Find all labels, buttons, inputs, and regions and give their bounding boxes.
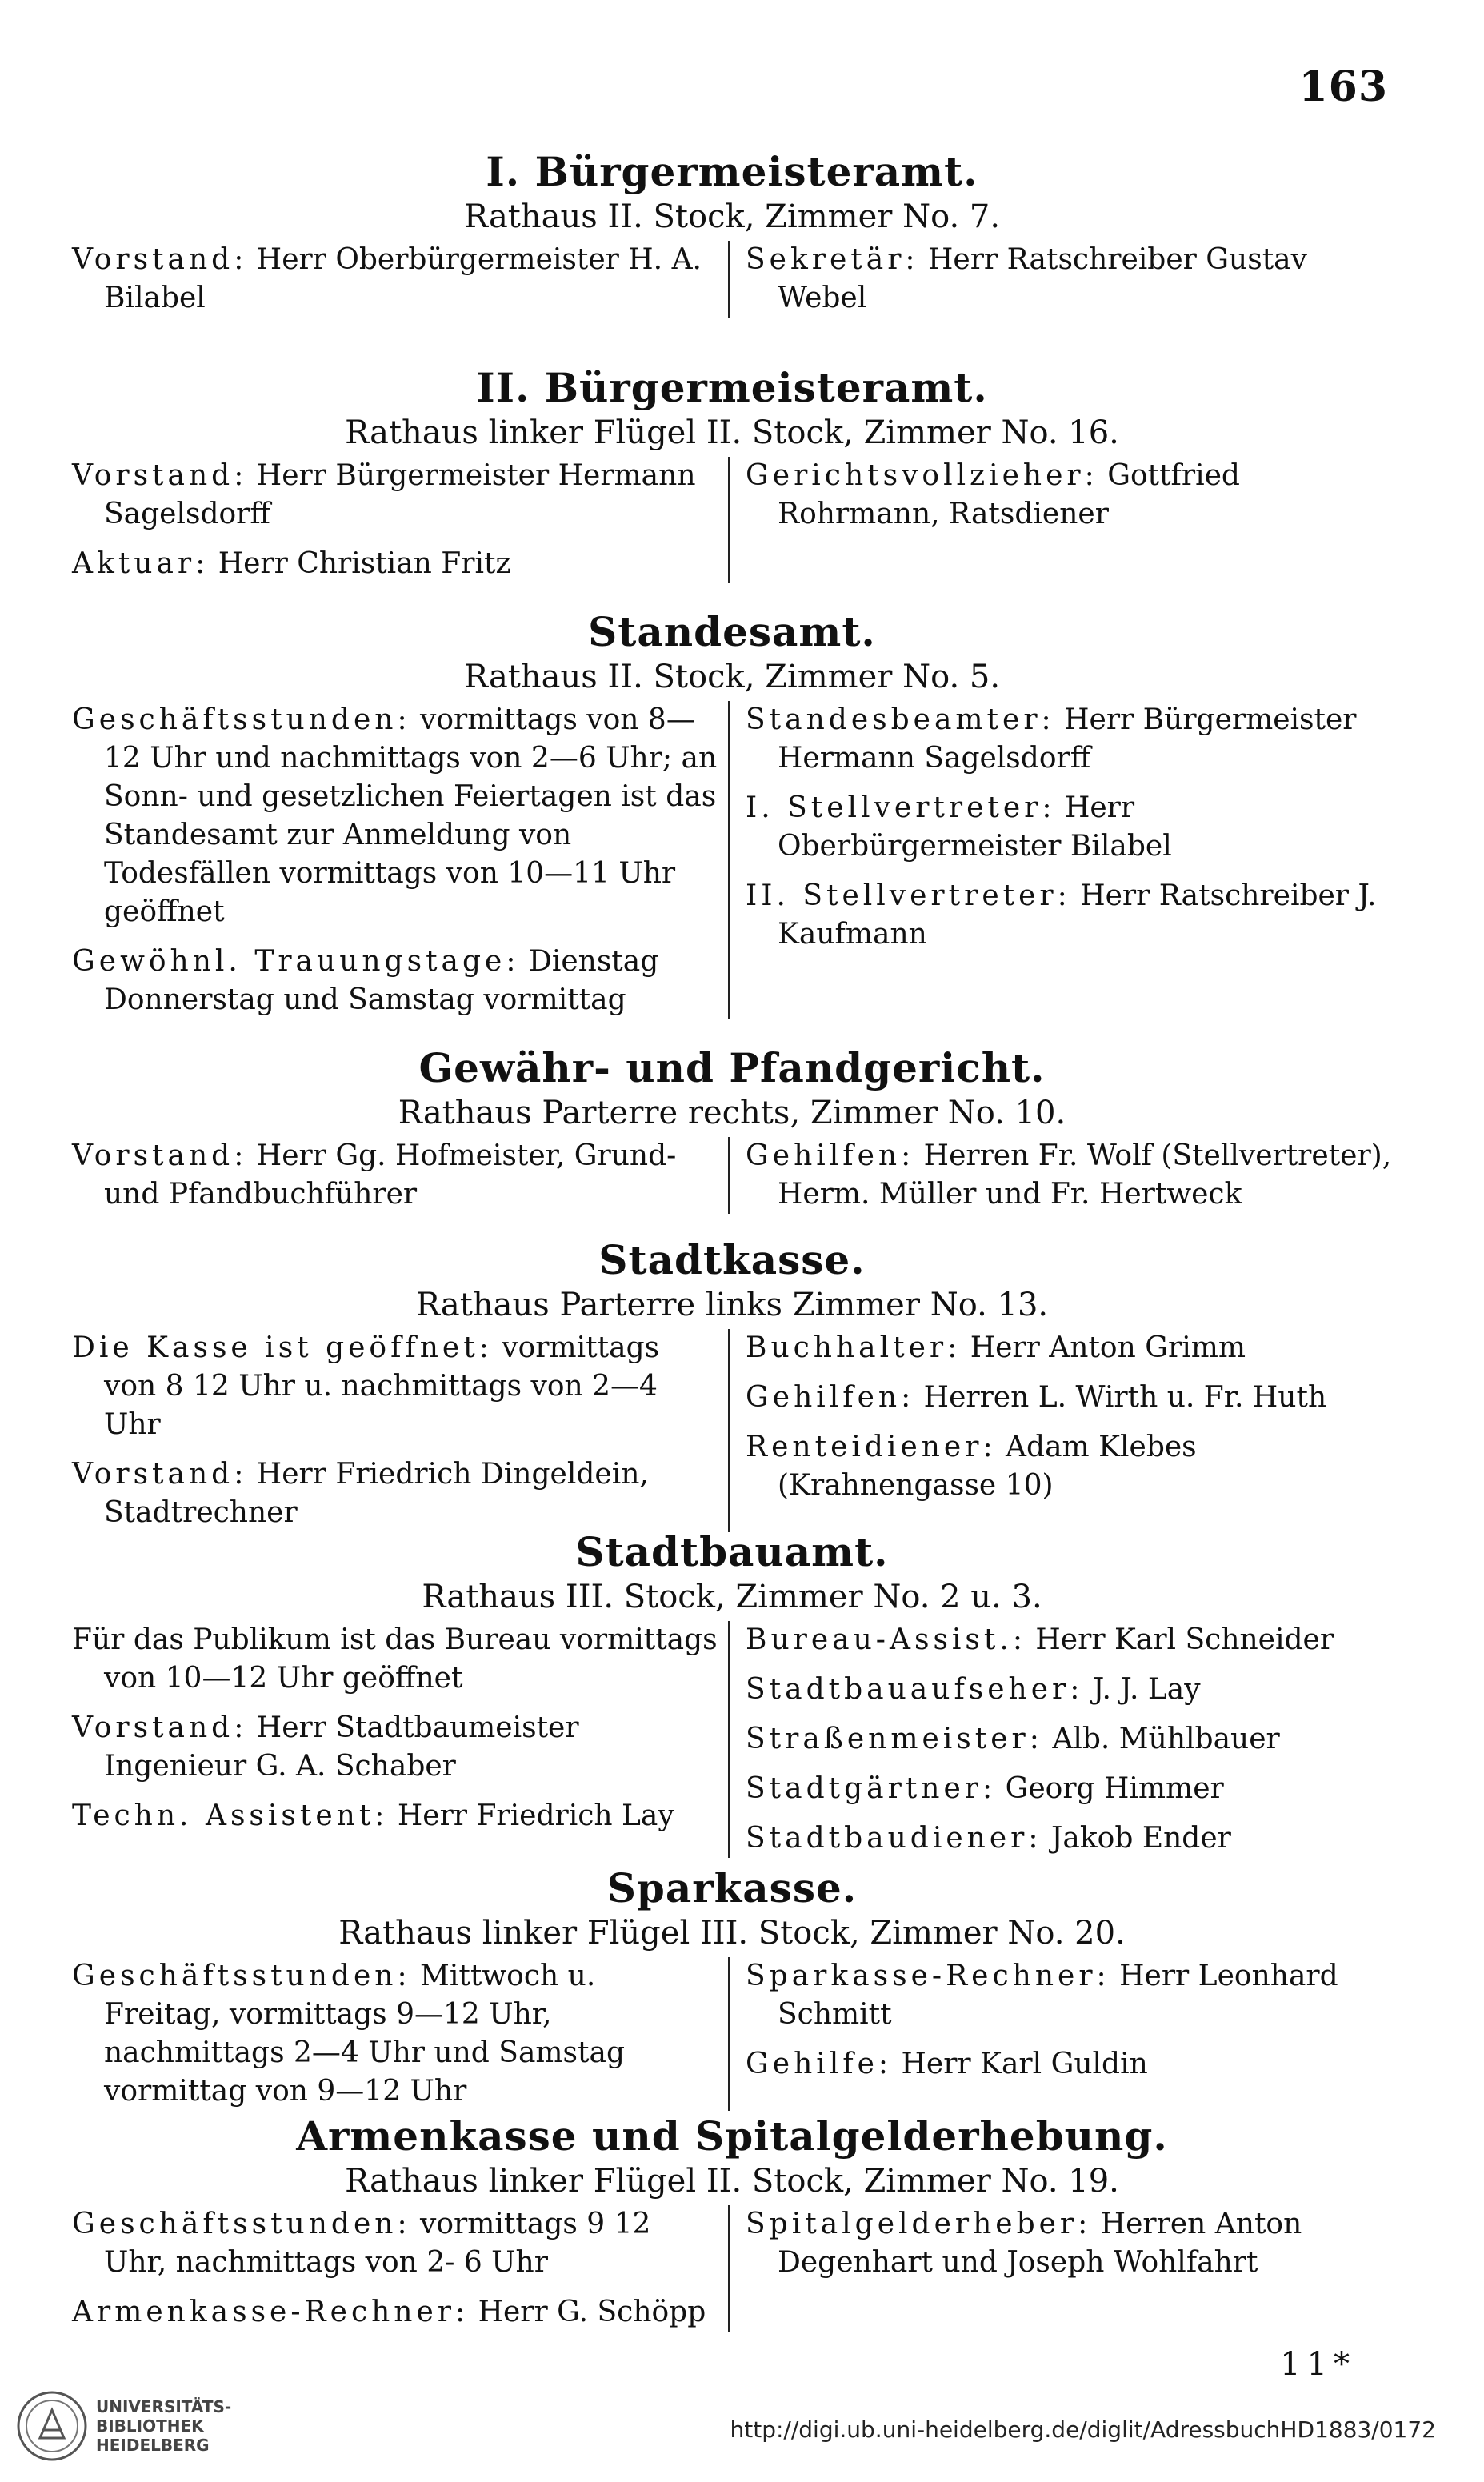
entry-label: II. Stellvertreter: (746, 879, 1071, 912)
right-column (728, 1329, 1392, 1532)
entry-label: Gewöhnl. Trauungstage: (72, 945, 520, 978)
left-column (72, 1329, 728, 1532)
entry-label: Geschäftsstunden: (72, 703, 411, 736)
section-columns (72, 1621, 1392, 1858)
entry (746, 2205, 1392, 2282)
right-column (728, 457, 1392, 583)
entry-text: Herr Ratschreiber Gustav Webel (778, 243, 1307, 314)
section-title: II. Bürgermeisteramt. (476, 364, 988, 411)
entry (72, 1621, 718, 1698)
page-number: 163 (1298, 62, 1388, 111)
logo-line: BIBLIOTHEK (96, 2416, 204, 2436)
signature-mark: 11* (1280, 2346, 1356, 2383)
left-column (72, 1957, 728, 2111)
left-column (72, 241, 728, 318)
entry-label: Vorstand: (72, 1711, 248, 1744)
entry-label: Vorstand: (72, 243, 248, 276)
entry (72, 1797, 718, 1835)
entry-text: Herr Anton Grimm (970, 1331, 1246, 1364)
section-location: Rathaus III. Stock, Zimmer No. 2 u. 3. (422, 1579, 1042, 1615)
entry-label: Vorstand: (72, 1139, 248, 1172)
right-column (728, 241, 1392, 318)
entry (72, 2293, 718, 2332)
entry-text: Herr Leonhard Schmitt (778, 1960, 1338, 2031)
entry-text: Herr Christian Fritz (218, 547, 511, 580)
entry-label: Straßenmeister: (746, 1723, 1043, 1755)
left-column (72, 1137, 728, 1214)
section-title: Stadtkasse. (598, 1236, 866, 1283)
left-column (72, 701, 728, 1019)
right-column (728, 2205, 1392, 2332)
entry-text: Herr Karl Guldin (901, 2048, 1148, 2080)
entry-text: Herr G. Schöpp (478, 2296, 706, 2328)
entry (746, 877, 1392, 954)
entry (72, 545, 718, 583)
logo-line: UNIVERSITÄTS- (96, 2397, 232, 2416)
entry (746, 1137, 1392, 1214)
entry-text: vormittags 9 12 Uhr, nachmittags von 2- 6 Uhr (104, 2208, 651, 2279)
section-title: Armenkasse und Spitalgelderhebung. (296, 2112, 1168, 2160)
entry-text: vormittags von 8—12 Uhr und nachmittags von 2—6 Uhr; an Sonn- und gesetzlichen Feiertagen ist das Standesamt zur Anmeldung von Todesfällen vormittags von 10—11 Uhr geöffnet (104, 703, 718, 928)
section (72, 1236, 1392, 1532)
entry (72, 241, 718, 318)
entry (746, 789, 1392, 866)
entry (72, 457, 718, 534)
section-location: Rathaus II. Stock, Zimmer No. 7. (463, 198, 1001, 235)
section-location: Rathaus linker Flügel II. Stock, Zimmer No. 16. (345, 414, 1119, 451)
entry (746, 241, 1392, 318)
entry-text: Mittwoch u. Freitag, vormittags 9—12 Uhr, nachmittags 2—4 Uhr und Samstag vormittag von 9—12 Uhr (104, 1960, 626, 2108)
entry (72, 1329, 718, 1444)
section (72, 2112, 1392, 2332)
right-column (728, 701, 1392, 1019)
entry-text: Herren L. Wirth u. Fr. Huth (923, 1381, 1327, 1414)
entry-text: Herr Friedrich Dingeldein, Stadtrechner (104, 1458, 649, 1529)
entry-label: Stadtbauaufseher: (746, 1673, 1084, 1706)
entry (746, 1671, 1392, 1709)
entry-label: Techn. Assistent: (72, 1799, 389, 1832)
entry-text: Herr Bürgermeister Hermann Sagelsdorff (778, 703, 1357, 775)
section-location: Rathaus linker Flügel III. Stock, Zimmer No. 20. (338, 1915, 1126, 1952)
right-column (728, 1957, 1392, 2111)
entry-label: Buchhalter: (746, 1331, 962, 1364)
entry (746, 1329, 1392, 1367)
library-seal-icon (16, 2390, 88, 2462)
section (72, 1864, 1392, 2111)
section (72, 1528, 1392, 1858)
entry (746, 1957, 1392, 2034)
entry-label: Sparkasse-Rechner: (746, 1960, 1110, 1992)
entry-text: Für das Publikum ist das Bureau vormittags von 10—12 Uhr geöffnet (72, 1623, 718, 1695)
section-location: Rathaus II. Stock, Zimmer No. 5. (463, 659, 1001, 695)
entry-label: Geschäftsstunden: (72, 1960, 411, 1992)
section-location: Rathaus Parterre rechts, Zimmer No. 10. (398, 1095, 1066, 1131)
entry-text: Herr Oberbürgermeister H. A. Bilabel (104, 243, 702, 314)
section-location: Rathaus Parterre links Zimmer No. 13. (415, 1287, 1049, 1323)
entry (746, 1621, 1392, 1659)
entry-text: Jakob Ender (1050, 1822, 1231, 1855)
section-title: I. Bürgermeisteramt. (486, 148, 978, 195)
entry (746, 457, 1392, 534)
entry-label: Vorstand: (72, 459, 248, 492)
entry-label: Renteidiener: (746, 1431, 997, 1463)
entry-label: Armenkasse-Rechner: (72, 2296, 470, 2328)
entry-label: Bureau-Assist.: (746, 1623, 1026, 1656)
library-logo-text (96, 2397, 231, 2455)
entry-text: J. J. Lay (1092, 1673, 1201, 1706)
entry-text: Herr Bürgermeister Hermann Sagelsdorff (104, 459, 696, 530)
entry-text: Herr Friedrich Lay (397, 1799, 674, 1832)
section-columns (72, 1957, 1392, 2111)
section-title: Stadtbauamt. (575, 1528, 889, 1575)
section-title: Standesamt. (588, 608, 876, 655)
section-columns (72, 701, 1392, 1019)
section-columns (72, 457, 1392, 583)
entry-label: Vorstand: (72, 1458, 248, 1491)
entry-label: Gehilfen: (746, 1139, 915, 1172)
section (72, 364, 1392, 583)
logo-line: HEIDELBERG (96, 2436, 210, 2455)
entry-label: Gehilfe: (746, 2048, 893, 2080)
entry-label: Stadtbaudiener: (746, 1822, 1042, 1855)
entry (746, 1428, 1392, 1505)
section-title: Sparkasse. (606, 1864, 858, 1912)
entry (746, 2045, 1392, 2084)
entry-label: Sekretär: (746, 243, 919, 276)
entry-label: Standesbeamter: (746, 703, 1055, 736)
section-columns (72, 241, 1392, 318)
entry-label: I. Stellvertreter: (746, 791, 1056, 824)
entry-text: Georg Himmer (1005, 1772, 1224, 1805)
section-location: Rathaus linker Flügel II. Stock, Zimmer No. 19. (345, 2163, 1119, 2200)
entry (746, 1770, 1392, 1808)
entry-text: Herren Anton Degenhart und Joseph Wohlfahrt (778, 2208, 1302, 2279)
entry (72, 701, 718, 931)
entry-text: Herr Ratschreiber J. Kaufmann (778, 879, 1377, 951)
entry-text: Gottfried Rohrmann, Ratsdiener (778, 459, 1240, 530)
entry-text: Adam Klebes (Krahnengasse 10) (778, 1431, 1197, 1502)
section-columns (72, 1137, 1392, 1214)
left-column (72, 1621, 728, 1858)
entry (72, 1137, 718, 1214)
section (72, 1044, 1392, 1214)
entry-label: Aktuar: (72, 547, 210, 580)
entry (746, 1819, 1392, 1858)
entry-label: Gehilfen: (746, 1381, 915, 1414)
entry-text: Alb. Mühlbauer (1052, 1723, 1280, 1755)
entry (746, 1720, 1392, 1759)
entry-text: Herr Stadtbaumeister Ingenieur G. A. Schaber (104, 1711, 579, 1783)
entry-label: Stadtgärtner: (746, 1772, 997, 1805)
entry (72, 1957, 718, 2111)
entry-label: Gerichtsvollzieher: (746, 459, 1098, 492)
entry-label: Spitalgelderheber: (746, 2208, 1092, 2240)
entry-text: Herr Karl Schneider (1035, 1623, 1334, 1656)
right-column (728, 1137, 1392, 1214)
section-columns (72, 1329, 1392, 1532)
section-columns (72, 2205, 1392, 2332)
library-logo (16, 2386, 240, 2466)
right-column (728, 1621, 1392, 1858)
entry (72, 943, 718, 1019)
entry (746, 1379, 1392, 1417)
entry-label: Die Kasse ist geöffnet: (72, 1331, 493, 1364)
entry-text: Herr Gg. Hofmeister, Grund- und Pfandbuchführer (104, 1139, 677, 1211)
entry (72, 1455, 718, 1532)
entry (72, 1709, 718, 1786)
section (72, 148, 1392, 318)
entry-label: Geschäftsstunden: (72, 2208, 411, 2240)
section-title: Gewähr- und Pfandgericht. (418, 1044, 1046, 1091)
section (72, 608, 1392, 1019)
entry (72, 2205, 718, 2282)
entry-text: Herren Fr. Wolf (Stellvertreter), Herm. Müller und Fr. Hertweck (778, 1139, 1392, 1211)
left-column (72, 2205, 728, 2332)
entry (746, 701, 1392, 778)
entry-text: Herr Oberbürgermeister Bilabel (778, 791, 1172, 863)
footer (0, 2346, 1484, 2482)
entry-text: Dienstag Donnerstag und Samstag vormittag (104, 945, 659, 1016)
entry-text: vormittags von 8 12 Uhr u. nachmittags von 2—4 Uhr (104, 1331, 660, 1441)
left-column (72, 457, 728, 583)
source-url-link[interactable]: http://digi.ub.uni-heidelberg.de/diglit/AdressbuchHD1883/0172 (730, 2416, 1436, 2443)
